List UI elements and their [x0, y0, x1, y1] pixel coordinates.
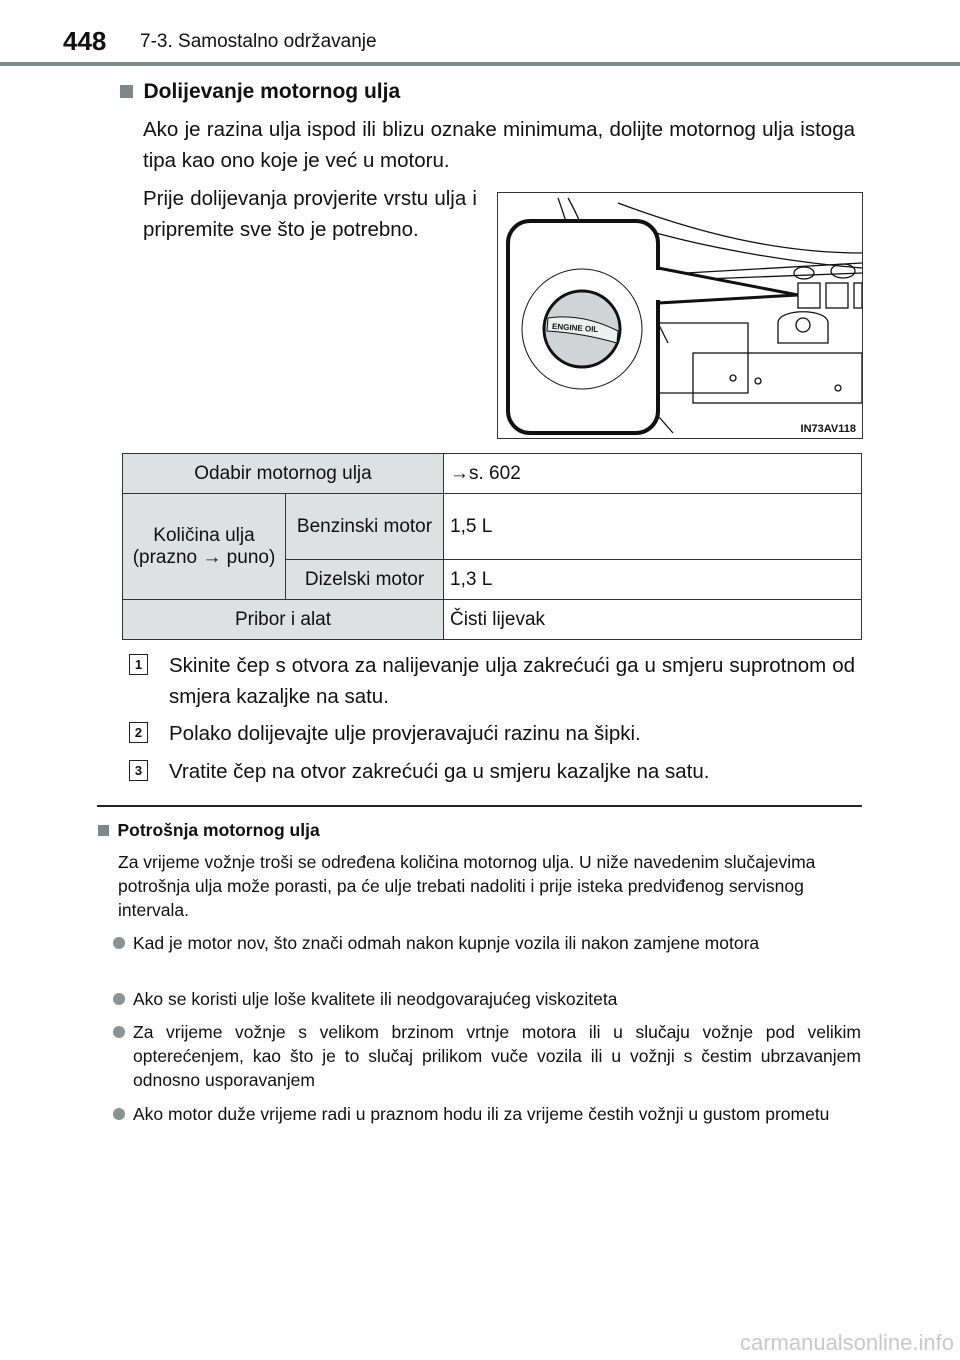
bullet-item: [133, 1020, 861, 1092]
table-row: [123, 494, 862, 560]
cell-sublabel: Dizelski motor: [286, 560, 444, 600]
step-2-badge: [129, 722, 148, 743]
step-1-badge: [129, 654, 148, 675]
bullet-dot-icon: [113, 1108, 125, 1120]
cell-value: →s. 602: [444, 454, 862, 494]
figure-code: IN73AV118: [800, 423, 856, 435]
section-title: Potrošnja motornog ulja: [117, 820, 320, 840]
square-bullet-icon: [98, 825, 109, 836]
cell-label: Pribor i alat: [123, 600, 444, 640]
step-number: 3: [129, 760, 148, 781]
cap-label: ENGINE OIL: [551, 321, 599, 335]
table-row: [123, 454, 862, 494]
section2-heading: [98, 820, 320, 841]
bullet-text: Za vrijeme vožnje s velikom brzinom vrtnje motora ili u slučaju vožnje pod velikim opterećenjem, kao što je to slučaj prilikom vuče vozila ili u vožnji s čestim ubrzavanjem odnosno usporavanjem: [133, 1022, 861, 1090]
oil-spec-table: [122, 453, 862, 640]
step-number: 1: [129, 654, 148, 675]
step-number: 2: [129, 722, 148, 743]
section-title: Dolijevanje motornog ulja: [143, 80, 401, 103]
section-heading: [120, 80, 400, 104]
bullet-text: Kad je motor nov, što znači odmah nakon kupnje vozila ili nakon zamjene motora: [133, 933, 760, 953]
bullet-item: [133, 931, 861, 955]
step-2-text: Polako dolijevajte ulje provjeravajući razinu na šipki.: [169, 722, 641, 745]
section2-body: Za vrijeme vožnje troši se određena količina motornog ulja. U niže navedenim slučajevima potrošnja ulja može porasti, pa će ulje trebati nadoliti i prije isteka predviđenog servisnog intervala.: [118, 852, 816, 920]
intro-paragraph: Ako je razina ulja ispod ili blizu oznake minimuma, dolijte motornog ulja istoga tipa kao ono koje je već u motoru.: [143, 118, 855, 172]
step-3-badge: [129, 760, 148, 781]
bullet-dot-icon: [113, 1026, 125, 1038]
bullet-item: [133, 1102, 861, 1126]
cell-label: Odabir motornog ulja: [123, 454, 444, 494]
cell-label: Količina ulja (prazno → puno): [123, 494, 286, 600]
step-1-text: Skinite čep s otvora za nalijevanje ulja zakrećući ga u smjeru suprotnom od smjera kazaljke na satu.: [169, 654, 855, 708]
bullet-text: Ako motor duže vrijeme radi u praznom hodu ili za vrijeme čestih vožnji u gustom prometu: [133, 1104, 830, 1124]
bullet-text: Ako se koristi ulje loše kvalitete ili neodgovarajućeg viskoziteta: [133, 989, 618, 1009]
engine-oil-figure: [497, 192, 863, 439]
table-row: [123, 600, 862, 640]
prep-paragraph: Prije dolijevanja provjerite vrstu ulja i pripremite sve što je potrebno.: [143, 187, 477, 241]
bullet-dot-icon: [113, 937, 125, 949]
section-divider: [97, 805, 862, 807]
chapter-title: 7-3. Samostalno održavanje: [140, 31, 377, 52]
watermark: carmanualsonline.info: [739, 1330, 954, 1355]
header-rule: [0, 62, 960, 66]
cell-sublabel: Benzinski motor: [286, 494, 444, 560]
cell-value: Čisti lijevak: [444, 600, 862, 640]
step-3-text: Vratite čep na otvor zakrećući ga u smjeru kazaljke na satu.: [169, 760, 710, 783]
cell-value: 1,5 L: [444, 494, 862, 560]
bullet-dot-icon: [113, 993, 125, 1005]
bullet-item: [133, 987, 861, 1011]
cell-value: 1,3 L: [444, 560, 862, 600]
square-bullet-icon: [120, 85, 133, 98]
page-number: 448: [63, 26, 107, 56]
